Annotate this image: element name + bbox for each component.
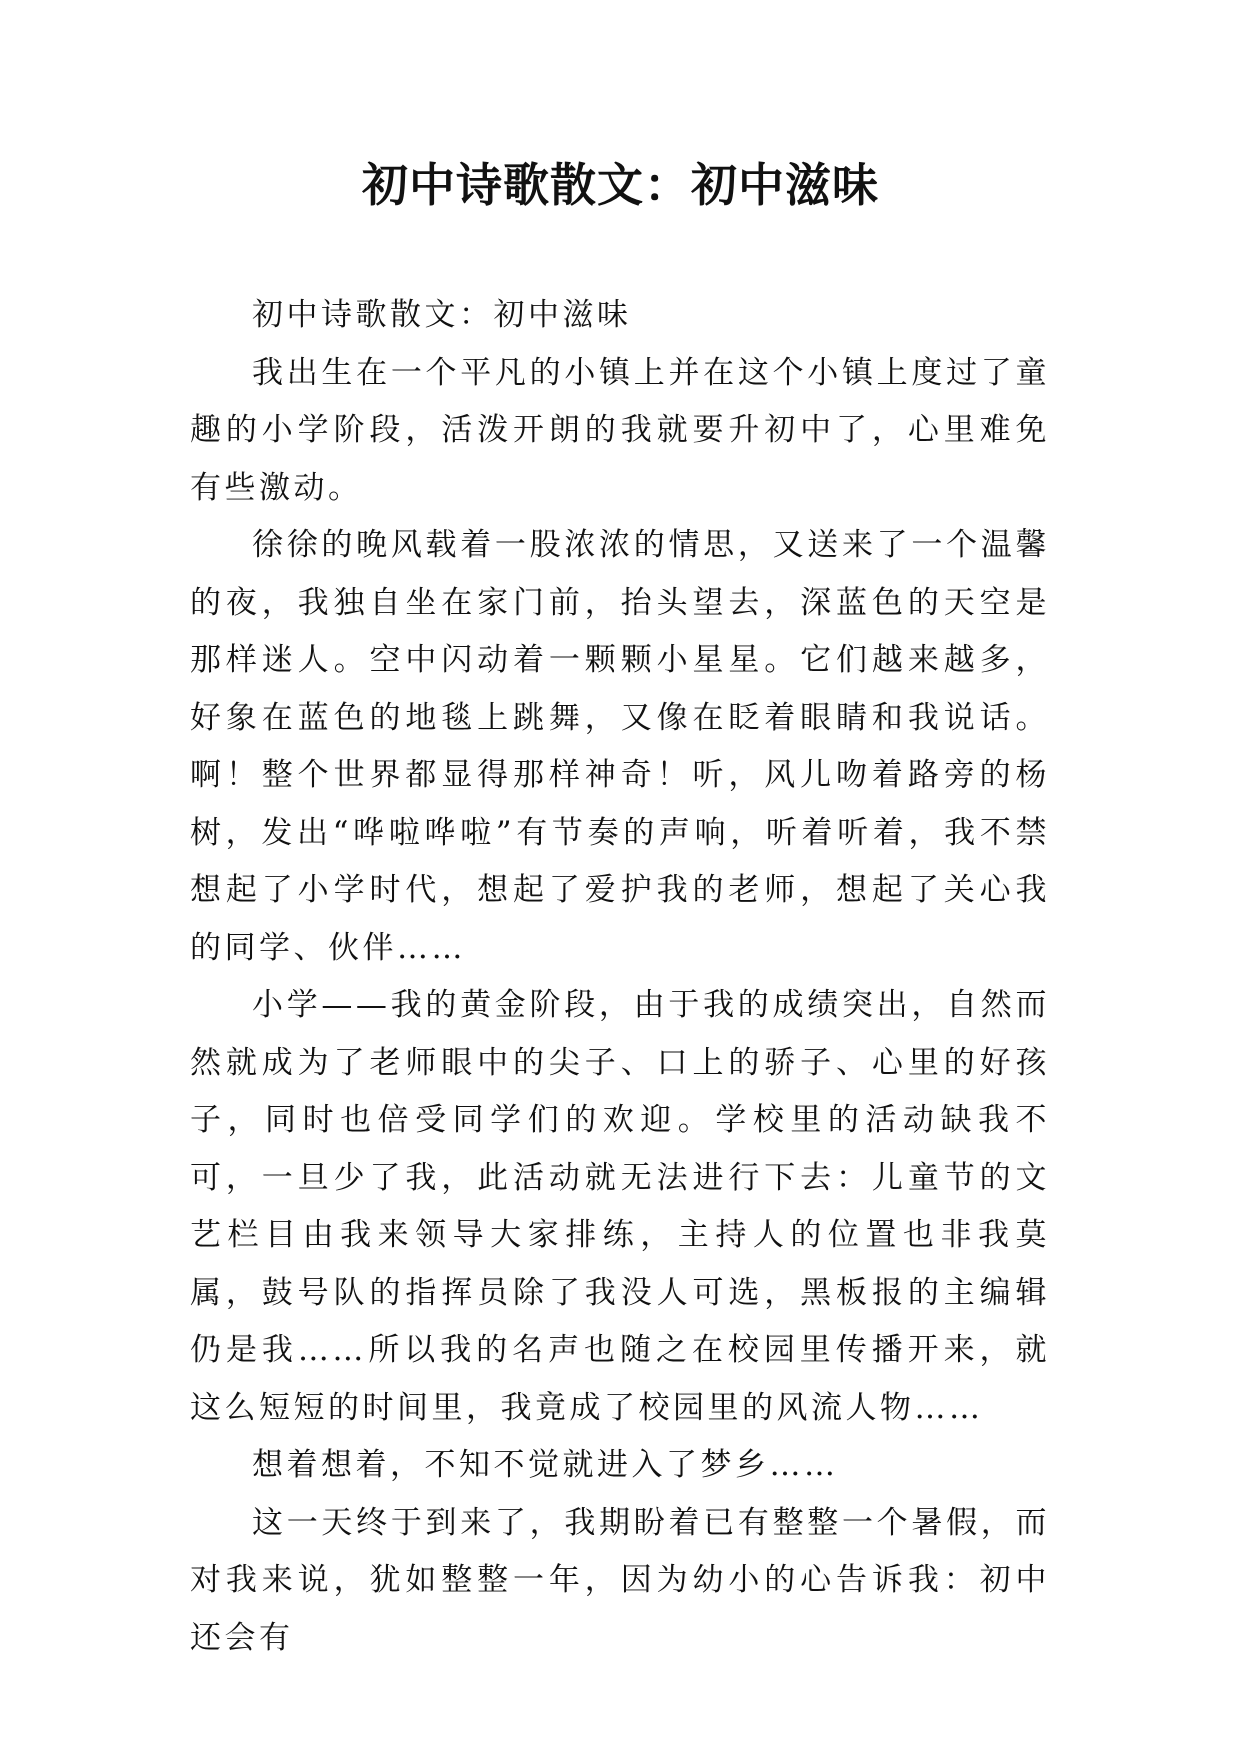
paragraph: 这一天终于到来了，我期盼着已有整整一个暑假，而对我来说，犹如整整一年，因为幼小的心告诉我：初中还会有 bbox=[190, 1504, 1050, 1656]
document-title: 初中诗歌散文：初中滋味 bbox=[362, 158, 879, 212]
document-body bbox=[190, 287, 1050, 1667]
paragraph: 徐徐的晚风载着一股浓浓的情思，又送来了一个温馨的夜，我独自坐在家门前，抬头望去，深蓝色的天空是那样迷人。空中闪动着一颗颗小星星。它们越来越多，好象在蓝色的地毯上跳舞，又像在眨着眼睛和我说话。啊！整个世界都显得那样神奇！听，风儿吻着路旁的杨树，发出“哗啦哗啦”有节奏的声响，听着听着，我不禁想起了小学时代，想起了爱护我的老师，想起了关心我的同学、伙伴…… bbox=[190, 527, 1050, 966]
paragraph: 小学——我的黄金阶段，由于我的成绩突出，自然而然就成为了老师眼中的尖子、口上的骄子、心里的好孩子，同时也倍受同学们的欢迎。学校里的活动缺我不可，一旦少了我，此活动就无法进行下去：儿童节的文艺栏目由我来领导大家排练，主持人的位置也非我莫属，鼓号队的指挥员除了我没人可选，黑板报的主编辑仍是我……所以我的名声也随之在校园里传播开来，就这么短短的时间里，我竟成了校园里的风流人物…… bbox=[190, 987, 1050, 1426]
paragraph: 我出生在一个平凡的小镇上并在这个小镇上度过了童趣的小学阶段，活泼开朗的我就要升初中了，心里难免有些激动。 bbox=[190, 354, 1050, 506]
paragraph: 想着想着，不知不觉就进入了梦乡…… bbox=[252, 1447, 839, 1483]
paragraph-subtitle: 初中诗歌散文：初中滋味 bbox=[252, 297, 632, 333]
